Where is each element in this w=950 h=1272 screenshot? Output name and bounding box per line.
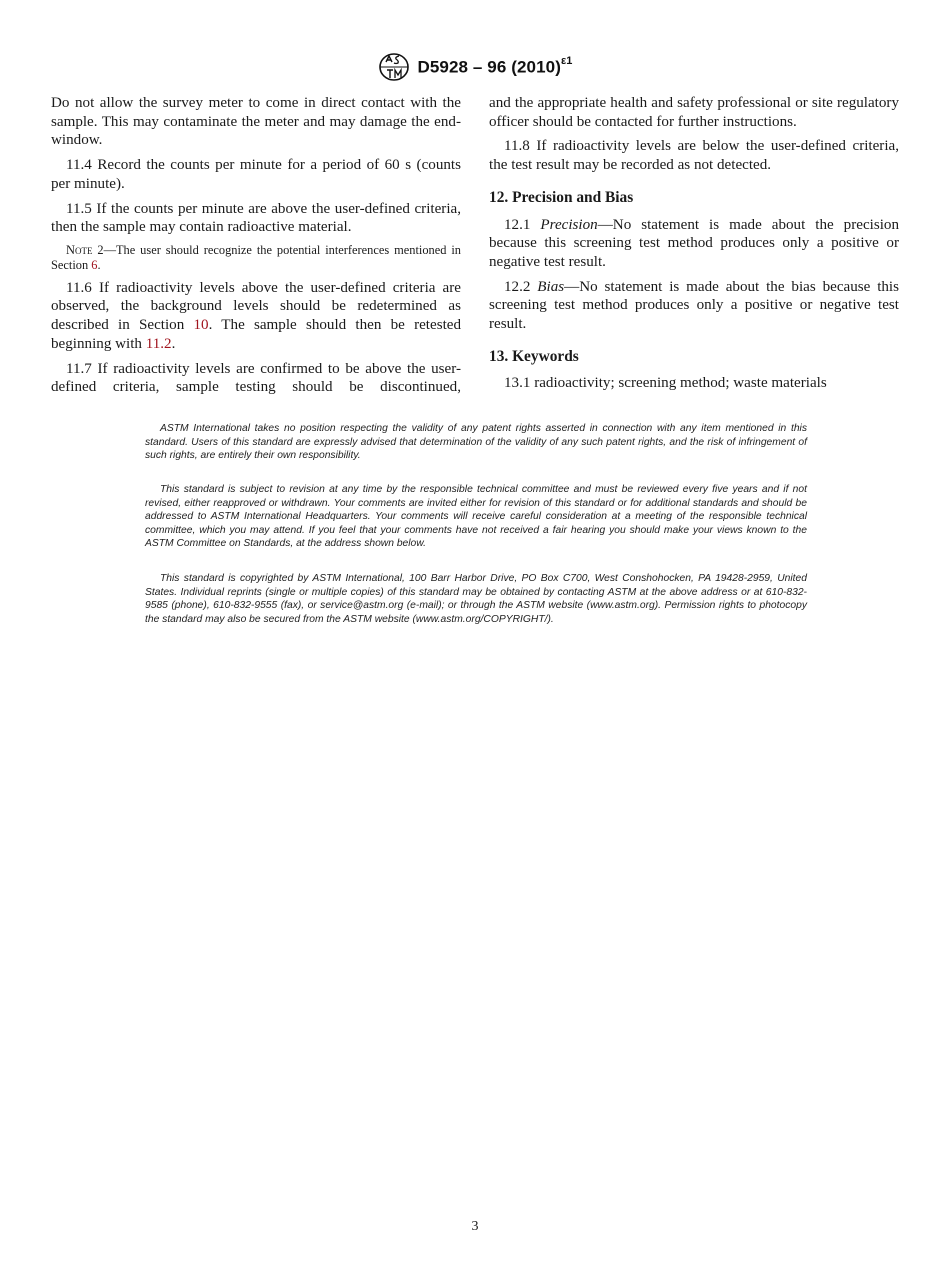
note-text: 2—The user should recognize the potential interferences mentioned in Section [51, 242, 461, 273]
paragraph-continuation: Do not allow the survey meter to come in direct contact with the sample. This may contaminate the meter and may damage the end-window. [51, 95, 461, 149]
right-column [489, 94, 899, 399]
note-label: Note [66, 242, 93, 257]
section-6-link[interactable]: 6 [91, 258, 98, 273]
footer-patent-text: ASTM International takes no position respecting the validity of any patent rights asserted in connection with any item mentioned in this standard. Users of this standard are expressly advised that determination of the validity of any such patent rights, and the risk of infringement of such rights, are entirely their own responsibility. [145, 423, 807, 462]
paragraph-12-2 [489, 278, 899, 334]
heading-precision-bias: 12. Precision and Bias [489, 188, 634, 206]
footer-copyright-notice [145, 572, 807, 626]
heading-keywords: 13. Keywords [489, 347, 579, 365]
paragraph-12-1 [489, 216, 899, 272]
p11-6-text-b: . The sample should then be retested beginning with [51, 317, 462, 352]
p12-1-text: —No statement is made about the precision because this screening test method produces only a positive or negative test result. [489, 216, 900, 270]
p11-6-text-c: . [171, 335, 176, 352]
standard-designation: D5928 – 96 $(2010)^{\varepsilon 1}$ [417, 54, 573, 77]
paragraph-11-6 [51, 279, 461, 354]
footer-revision-notice [145, 483, 807, 551]
page-header [0, 52, 950, 82]
note-2 [51, 243, 461, 274]
paragraph-11-4: 11.4 Record the counts per minute for a period of 60 s (counts per minute). [51, 157, 461, 192]
footer-patent-notice [145, 422, 807, 463]
note-end: . [97, 258, 101, 273]
left-column [51, 94, 461, 403]
footer-copyright-text: This standard is copyrighted by ASTM International, 100 Barr Harbor Drive, PO Box C700, West Conshohocken, PA 19428-2959, United States. Individual reprints (single or multiple copies) of this standard may be obtained by contacting ASTM at the above address or at 610-832-9585 (phone), 610-832-9555 (fax), or service@astm.org (e-mail); or through the ASTM website (www.astm.org). Permission rights to photocopy the standard may also be secured from the ASTM website (www.astm.org/COPYRIGHT/). [145, 573, 807, 625]
p12-2-text: —No statement is made about the bias because this screening test method produces only a positive or negative test result. [489, 278, 900, 333]
page-number: 3 [471, 1219, 479, 1234]
paragraph-11-7-continued: and the appropriate health and safety professional or site regulatory officer should be contacted for further instructions. [489, 95, 899, 130]
section-11-2-link[interactable]: 11.2 [145, 335, 172, 352]
p12-1-number: 12.1 [504, 216, 541, 233]
p12-2-term: Bias [537, 278, 565, 295]
p11-6-text-a: 11.6 If radioactivity levels above the user-defined criteria are observed, the background levels should be redetermined as described in Section [51, 279, 461, 334]
paragraph-13-1: 13.1 radioactivity; screening method; waste materials [504, 375, 827, 392]
edition-epsilon: ε1 [560, 54, 573, 67]
section-10-link[interactable]: 10 [193, 317, 209, 334]
footer-revision-text: This standard is subject to revision at any time by the responsible technical committee and must be reviewed every five years and if not revised, either reapproved or withdrawn. Your comments are invited either for revision of this standard or for additional standards and should be addressed to ASTM International Headquarters. Your comments will receive careful consideration at a meeting of the responsible technical committee, which you may attend. If you feel that your comments have not received a fair hearing you should make your views known to the ASTM Committee on Standards, at the address shown below. [145, 484, 807, 550]
paragraph-11-8: 11.8 If radioactivity levels are below the user-defined criteria, the test result may be recorded as not detected. [489, 138, 899, 174]
paragraph-11-5: 11.5 If the counts per minute are above the user-defined criteria, then the sample may contain radioactive material. [51, 200, 461, 236]
p12-2-number: 12.2 [504, 278, 538, 295]
paragraph-11-7: 11.7 If radioactivity levels are confirmed to be above the user-defined criteria, sample testing should be discontinued, [51, 360, 461, 396]
astm-logo-icon [377, 52, 411, 82]
p12-1-term: Precision [540, 216, 598, 233]
